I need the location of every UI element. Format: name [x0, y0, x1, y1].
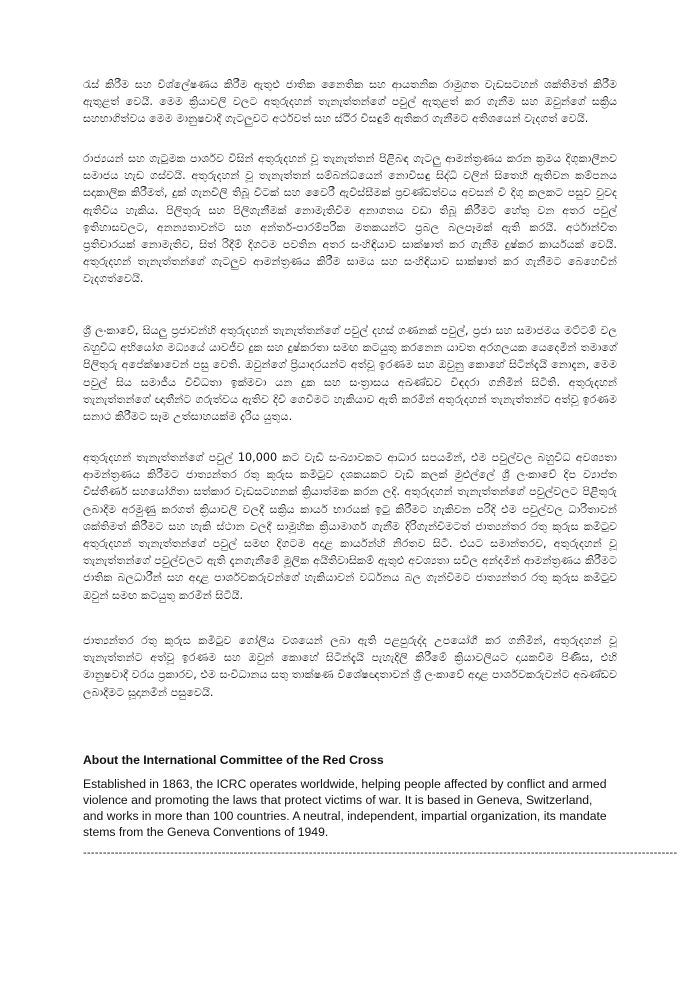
about-body: Established in 1863, the ICRC operates worldwide, helping people affected by conflict and armed violence and promoting the laws that protect victims of war. It is based in Geneva, Switzerland, and works in more than 100 countries. A neutral, independent, impartial organization, its mandate stems from the Geneva Conventions of 1949. [83, 777, 607, 839]
dashed-separator: ------------------------------------------------------------------------------------------------------------------------------------------------------ [83, 847, 678, 859]
about-heading: About the International Committee of the Red Cross [83, 753, 384, 767]
sinhala-paragraph-2: රාජ්‍යයන් සහ ගැටුමක පාර්ශව විසින් අතුරුදහන් වූ තැනැත්තන් පිළිබඳ ගැටලු ආමන්ත්‍රණය කරන ක්‍රමය දිගුකාලීනව සමාජය හැඩ ගස්වයි. අතුරුදහන් වූ තැනැත්තන් සම්බන්ධයෙන් නොවිසඳු සිද්ධි වලින් සිතෙහි ඇතිවන කම්පනය සදාකාලික කිරීමත්, දුක් ගැනවිලි තිබූ විටක් සහ වෛරී ඇවිස්සීමක් ප්‍රචණ්ඩත්වය අවසන් වී දිගු කලකට පසුව වුවද ඇතිවිය හැකිය. පිලිතුරු සහ පිලිගැනීමක් නොමැතිවීම අනාගතය වඩා තිබූ කිරීමට හේතු වන අතර පවුල් ඉතිහාසවලට, අනන්‍යතාවන්ට සහ අන්තර්-පාරම්පරික මතකයන්ට ප්‍රබල බලපෑමක් ඇති කරයි. අර්ථාන්විත ප්‍රතිචාරයක් නොමැතිව, සිත් රිදීම් දිගටම පවතින අතර සංහිඳියාව සාක්ෂාත් කර ගැනීම දුෂ්කර කාර්යයක් වෙයි. අතුරුදහන් තැනැත්තන්ගේ ගැටලුව ආමන්ත්‍රණය කිරීම සාමය සහ සංහිඳියාව සාක්ෂාත් කර ගැනීමට බෙහෙවින් වැදගත්වෙයි. [83, 152, 617, 286]
sinhala-paragraph-1: රැස් කිරීම සහ විශ්ලේෂණය කිරීම ඇතුළු ජාතික නෛතික සහ ආයතනික රාමුගත වැඩසටහන් ශක්තිමත් කිරීම ඇතුළත් වෙයි. මෙම ක්‍රියාවලි වලට අතුරුදහන් තැනැත්තන්ගේ පවුල් ඇතුළත් කර ගැනීම සහ ඔවුන්ගේ සක්‍රිය සහභාගිත්වය මෙම මානුෂවාදී ගැටලුවට අර්ථවත් සහ ස්ථිර විසඳුම් ඇතිකර ගැනීමට අතිශයෙන් වැදගත් වෙයි. [83, 78, 617, 126]
sinhala-paragraph-5: ජාත්‍යන්තර රතු කුරුස කමිටුව ගෝලීය වශයෙන් ලබා ඇති පළපුරුද්ද උපයෝගී කර ගනිමින්, අතුරුදහන් වූ තැනැත්තන්ට අත්වූ ඉරණම සහ ඔවුන් කොහේ සිටින්දැයි පැහැදිලි කිරීමේ ක්‍රියාවලියට දායකවීම පිණිස, එහි මානුෂවාදී වරය ප්‍රකාරව, එම සංවිධානය සතු තාක්ෂණ විශේෂඥතාවන් ශ්‍රී ලංකාවේ අදාළ පාර්ශවකරුවන්ට අඛණ්ඩව ලබාදීමට සූදානමින් පසුවෙයි. [83, 634, 617, 699]
sinhala-paragraph-4: අතුරුදහන් තැනැත්තන්ගේ පවුල් 10,000 කට වැඩි සංඛ්‍යාවකට ආධාර සපයමින්, එම පවුල්වල බහුවිධ අවශ්‍යතා ආමන්ත්‍රණය කිරීමට ජාත්‍යන්තර රතු කුරුස කමිටුව දශකයකට වැඩි කලක් මුළුල්ලේ ශ්‍රී ලංකාවේ දිප ව්‍යාප්ත විස්තීර්ණ සහයෝගිතා සත්කාර වැඩසටහනක් ක්‍රියාත්මක කරන ලදි. අතුරුදහන් තැනැත්තන්ගේ පවුල්වලට පිළිතුරු ලබාදීම අරමුණු කරගත් ක්‍රියාවලි වලදී සක්‍රිය කාර්ය භාරයක් ඉටු කිරීමට හැකිවන පරිදි එම පවුල්වල ධාරිතාවන් ශක්තිමත් කිරීමට සහ හැකි ස්ථාන වලදී සාමූහික ක්‍රියාමාර්ග ගැනීම දිරිගැන්වීමටත් ජාත්‍යන්තර රතු කුරුස කමිටුව අතුරුදහන් තැනැත්තන්ගේ පවුල් සමඟ දිගටම අදාළ කාර්යන්හි නිරතව සිටී. එයට සමාන්තරව, අතුරුදහන් වූ තැනැත්තන්ගේ පවුල්වලට ඇති දැනගැනීමේ මූලික අයිතිවාසිකම් ඇතුළු අවශ්‍යතා සවිල අන්දමින් ආමන්ත්‍රණය කිරීමට ජාතික බලධාරීන් සහ අදාළ පාර්ශවකරුවන්ගේ හැකියාවන් වර්ධනය බල ගැන්වීමට ජාත්‍යන්තර රතු කුරුස කමිටුව ඔවුන් සමඟ කටයුතු කරමින් සිටියි. [83, 451, 617, 602]
sinhala-paragraph-3: ශ්‍රී ලංකාවේ, සියලු ප්‍රජාවන්හි අතුරුදහන් තැනැත්තන්ගේ පවුල් දහස් ගණනක් පවුල්, ප්‍රජා සහ සමාජමය මට්ටම් වල බහුවිධ අභියෝග මධ්‍යයේ යාවජීව දුක සහ දුෂ්කරතා සමඟ කටයුතු කරනෙන යාවත අරගලයක යෙදෙමින් තමාගේ පිලිතුරු අපේක්ෂාවෙන් පසු වෙති. ඔවුන්ගේ ප්‍රියාදරයන්ට අත්වූ ඉරණම සහ ඔවුනු කොහේ සිටින්දැයි නොදැන, මෙම පවුල් සිය සමාජීය විවිධතා ඉක්මවා යන දුක සහ සංත්‍රාසය අඛණ්ඩව විඳදරා ගනිමින් සිටිති. අතුරුදහන් තැනැත්තන්ගේ ඥාතීන්ට ගරුත්වය ඇතිව දිවි ගෙවීමට හැකියාව ඇති කරමින් අතුරුදහන් තැනැත්තන්ට අත්වූ ඉරණම සනාථ කිරීමට සෑම උත්සාහයක්ම දැරිය යුතුය. [83, 324, 617, 424]
